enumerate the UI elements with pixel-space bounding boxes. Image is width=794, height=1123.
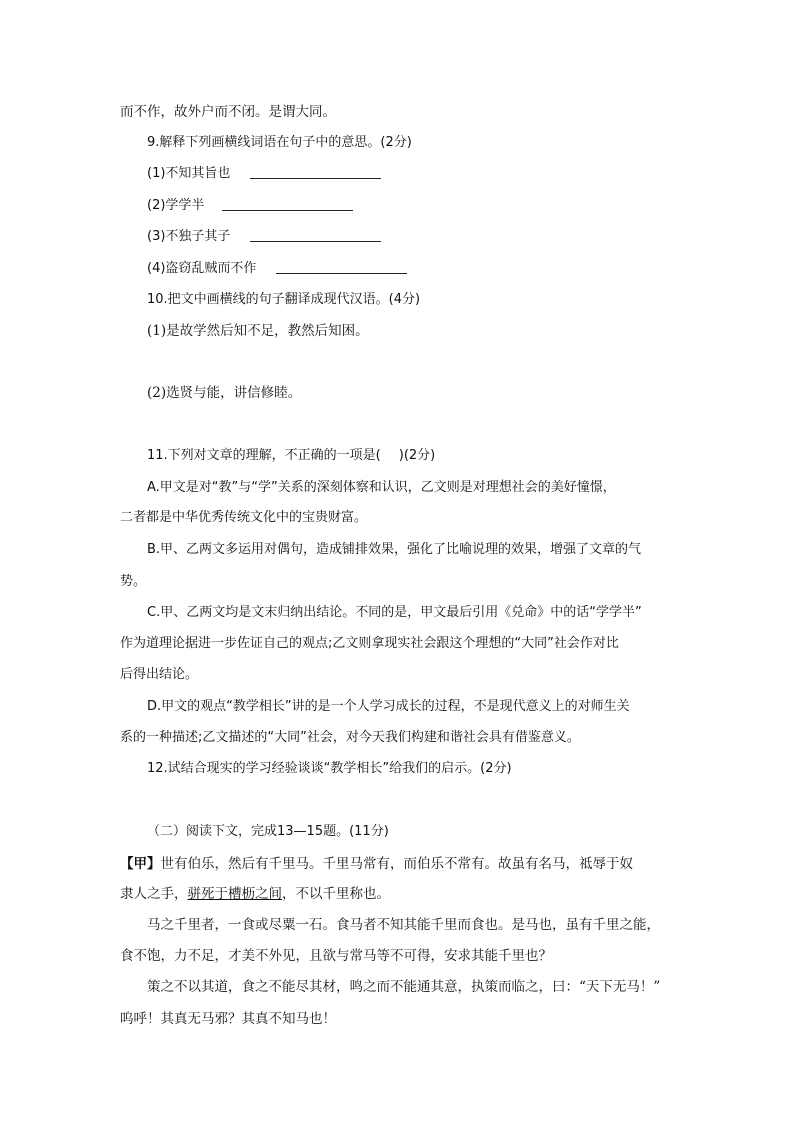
option-d-line-1: D.甲文的观点“教学相长”讲的是一个人学习成长的过程，不是现代意义上的对师生关 xyxy=(147,699,630,714)
option-b-line-1: B.甲、乙两文多运用对偶句，造成铺排效果，强化了比喻说理的效果，增强了文章的气 xyxy=(147,542,642,557)
question-11 xyxy=(147,446,435,466)
text-line-ending: 而不作，故外户而不闭。是谓大同。 xyxy=(120,104,336,120)
option-b-line-2: 势。 xyxy=(120,574,147,589)
question-11-stem: 11.下列对文章的理解，不正确的一项是( xyxy=(147,448,381,463)
item-text: (3)不独子其子 xyxy=(147,229,231,244)
answer-blank[interactable] xyxy=(250,164,381,179)
question-9-item-4 xyxy=(147,259,407,279)
question-12: 12.试结合现实的学习经验谈谈“教学相长”给我们的启示。(2分) xyxy=(147,761,512,776)
item-text: (4)盗窃乱贼而不作 xyxy=(147,261,257,276)
option-c-line-3: 后得出结论。 xyxy=(120,667,199,682)
passage-text: 隶人之手， xyxy=(120,886,188,902)
passage-para-2-line-2: 食不饱，力不足，才美不外见，且欲与常马等不可得，安求其能千里也？ xyxy=(120,948,552,964)
passage-para-3-line-1: 策之不以其道，食之不能尽其材，鸣之而不能通其意，执策而临之，曰：“天下无马！” xyxy=(147,979,661,995)
question-11-score: )(2分) xyxy=(398,448,436,463)
item-text: (1)不知其旨也 xyxy=(147,166,231,181)
option-a-line-1: A.甲文是对“教”与“学”关系的深刻体察和认识，乙文则是对理想社会的美好憧憬， xyxy=(147,480,616,495)
answer-blank[interactable] xyxy=(250,227,381,242)
option-d-line-2: 系的一种描述;乙文描述的“大同”社会，对今天我们构建和谐社会具有借鉴意义。 xyxy=(120,730,580,745)
question-9-item-1 xyxy=(147,164,381,184)
section-2-heading: （二）阅读下文，完成13—15题。(11分) xyxy=(147,824,389,839)
passage-para-1-line-1 xyxy=(120,854,633,874)
passage-label: 【甲】 xyxy=(120,856,161,872)
question-9: 9.解释下列画横线词语在句子中的意思。(2分) xyxy=(147,135,412,150)
question-10-item-1: (1)是故学然后知不足，教然后知困。 xyxy=(147,323,369,339)
option-c-line-2: 作为道理论据进一步佐证自己的观点;乙文则拿现实社会跟这个理想的“大同”社会作对比 xyxy=(120,636,619,651)
passage-para-3-line-2: 呜呼！其真无马邪？其真不知马也！ xyxy=(120,1011,336,1027)
question-10-item-2: (2)选贤与能，讲信修睦。 xyxy=(147,385,302,401)
answer-blank[interactable] xyxy=(276,259,407,274)
passage-para-2-line-1: 马之千里者，一食或尽粟一石。食马者不知其能千里而食也。是马也，虽有千里之能， xyxy=(147,917,660,933)
answer-blank[interactable] xyxy=(222,196,353,211)
question-9-item-3 xyxy=(147,227,381,247)
passage-text: 世有伯乐，然后有千里马。千里马常有，而伯乐不常有。故虽有名马，祗辱于奴 xyxy=(160,856,633,872)
underlined-phrase: 骈死于槽枥之间 xyxy=(187,886,282,902)
question-10: 10.把文中画横线的句子翻译成现代汉语。(4分) xyxy=(147,292,421,307)
passage-para-1-line-2 xyxy=(120,884,390,904)
option-a-line-2: 二者都是中华优秀传统文化中的宝贵财富。 xyxy=(120,510,368,525)
option-c-line-1: C.甲、乙两文均是文末归纳出结论。不同的是，甲文最后引用《兑命》中的话“学学半” xyxy=(147,605,642,620)
question-9-item-2 xyxy=(147,196,353,216)
passage-text: ，不以千里称也。 xyxy=(282,886,390,902)
item-text: (2)学学半 xyxy=(147,198,205,213)
